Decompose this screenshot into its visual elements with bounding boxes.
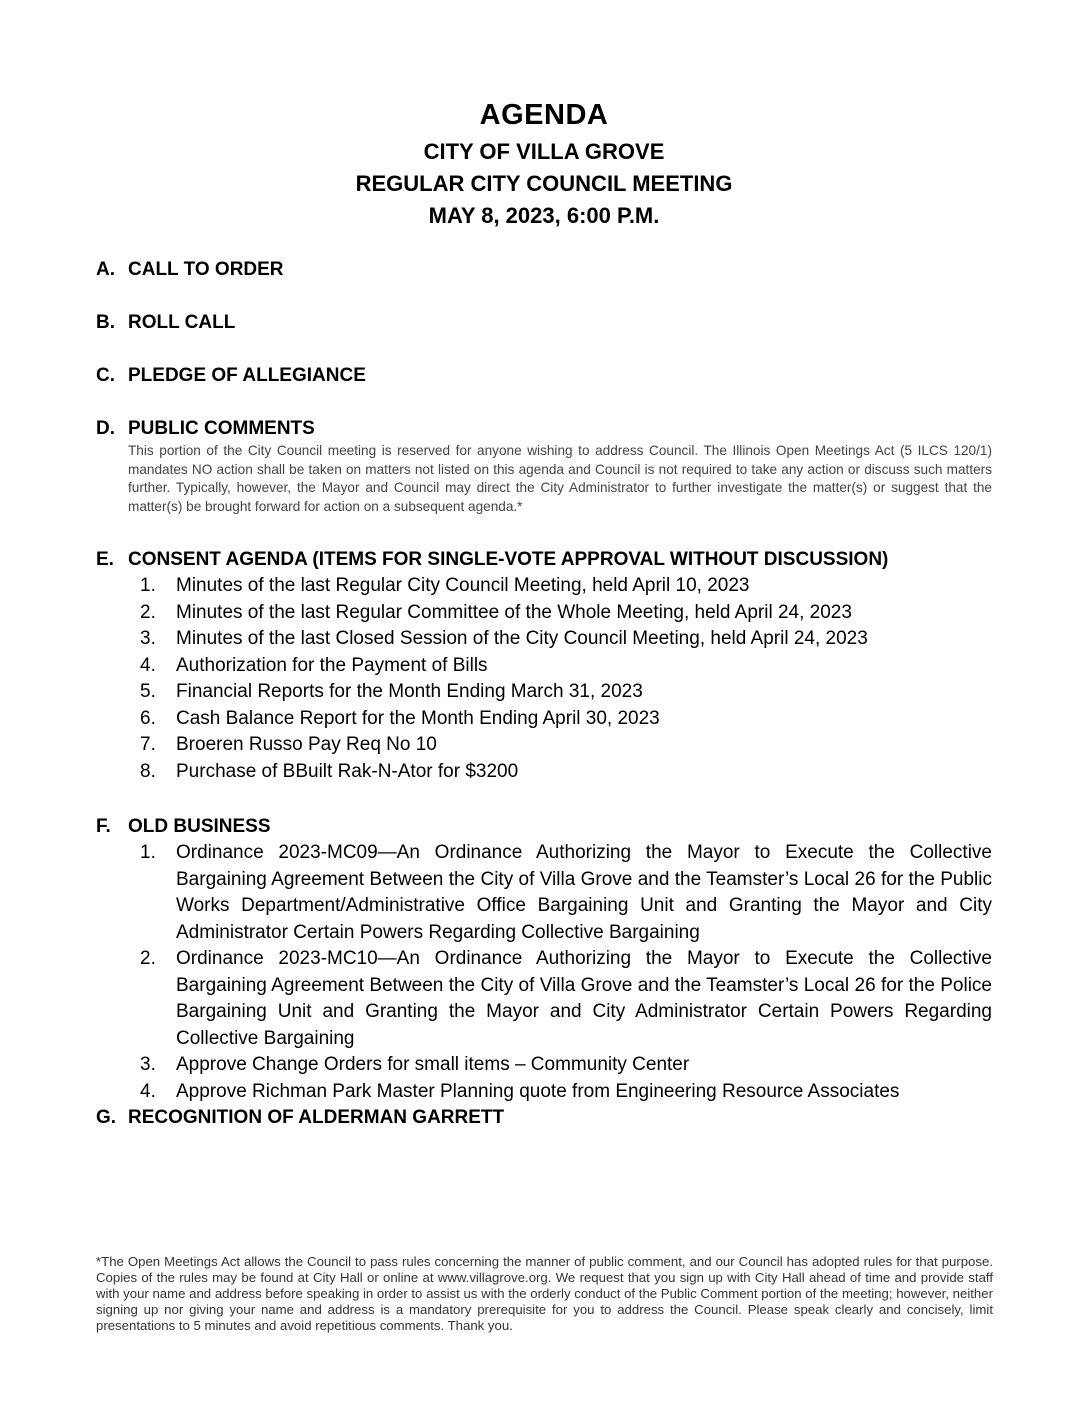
list-item — [140, 653, 992, 680]
item-number: 1. — [140, 842, 156, 863]
list-item — [140, 732, 992, 759]
list-item — [140, 573, 992, 600]
list-item — [140, 679, 992, 706]
item-text: Broeren Russo Pay Req No 10 — [176, 734, 437, 755]
footer-note: *The Open Meetings Act allows the Council to pass rules concerning the manner of public comment, and our Council has adopted rules for that purpose. Copies of the rules may be found at City Hall or online at www.villagrove.org. We request that you sign up with City Hall ahead of time and provide staff with your name and address before speaking in order to assist us with the orderly conduct of the Public Comment portion of the meeting; however, neither signing up nor giving your name and address is a mandatory prerequisite for you to address the Council. Please speak clearly and concisely, limit presentations to 5 minutes and avoid repetitious comments. Thank you. — [96, 1254, 993, 1333]
section-letter: G. — [96, 1107, 117, 1128]
list-item — [140, 600, 992, 627]
list-item — [140, 1079, 992, 1106]
section-roll-call — [96, 311, 996, 335]
meeting-name: REGULAR CITY COUNCIL MEETING — [355, 171, 733, 196]
item-text: Financial Reports for the Month Ending March 31, 2023 — [176, 681, 643, 702]
old-business-list — [140, 840, 992, 1105]
list-item — [140, 946, 992, 1052]
section-title: CALL TO ORDER — [128, 259, 284, 280]
item-number: 6. — [140, 707, 156, 729]
public-comments-note: This portion of the City Council meeting is reserved for anyone wishing to address Council. The Illinois Open Meetings Act (5 ILCS 120/1) mandates NO action shall be taken on matters not listed on this agenda and Council is not required to take any action or discuss such matters further. Typically, however, the Mayor and Council may direct the City Administrator to further investigate the matter(s) or suggest that the matter(s) be brought forward for action on a subsequent agenda.* — [128, 443, 992, 514]
item-number: 2. — [140, 948, 156, 969]
section-letter: F. — [96, 816, 111, 837]
section-title: PUBLIC COMMENTS — [128, 418, 315, 439]
item-text: Ordinance 2023-MC10—An Ordinance Authorizing the Mayor to Execute the Collective Bargaining Agreement Between the City of Villa Grove and the Teamster’s Local 26 for the Police Bargaining Unit and Granting the Mayor and City Administrator Certain Powers Regarding Collective Bargaining — [176, 948, 992, 1049]
list-item — [140, 1052, 992, 1079]
meeting-date: MAY 8, 2023, 6:00 P.M. — [428, 203, 660, 228]
list-item — [140, 706, 992, 733]
section-title: PLEDGE OF ALLEGIANCE — [128, 365, 366, 386]
item-number: 3. — [140, 1054, 156, 1075]
item-text: Ordinance 2023-MC09—An Ordinance Authorizing the Mayor to Execute the Collective Bargaining Agreement Between the City of Villa Grove and the Teamster’s Local 26 for the Public Works Department/Administrative Office Bargaining Unit and Granting the Mayor and City Administrator Certain Powers Regarding Collective Bargaining — [176, 842, 992, 943]
item-number: 7. — [140, 734, 156, 755]
section-pledge — [96, 364, 996, 388]
item-text: Minutes of the last Closed Session of the City Council Meeting, held April 24, 2023 — [176, 628, 868, 649]
section-title: ROLL CALL — [128, 312, 236, 333]
item-text: Purchase of BBuilt Rak-N-Ator for $3200 — [176, 760, 519, 782]
section-call-to-order — [96, 258, 996, 282]
list-item — [140, 759, 992, 786]
section-public-comments — [96, 417, 996, 441]
section-old-business — [96, 815, 996, 839]
item-text: Approve Richman Park Master Planning quote from Engineering Resource Associates — [176, 1080, 900, 1102]
section-title: CONSENT AGENDA (ITEMS FOR SINGLE-VOTE APPROVAL WITHOUT DISCUSSION) — [128, 549, 889, 570]
item-text: Cash Balance Report for the Month Ending April 30, 2023 — [176, 707, 660, 729]
item-number: 8. — [140, 760, 156, 782]
item-text: Authorization for the Payment of Bills — [176, 654, 488, 676]
section-recognition — [96, 1106, 996, 1130]
section-title: OLD BUSINESS — [128, 816, 271, 837]
item-text: Minutes of the last Regular Committee of the Whole Meeting, held April 24, 2023 — [176, 601, 852, 623]
section-letter: B. — [96, 312, 115, 333]
section-consent-agenda — [96, 548, 996, 572]
item-number: 4. — [140, 654, 156, 676]
item-text: Approve Change Orders for small items – Community Center — [176, 1054, 690, 1075]
list-item — [140, 840, 992, 946]
list-item — [140, 626, 992, 653]
section-letter: C. — [96, 365, 115, 386]
consent-agenda-list — [140, 573, 992, 785]
item-number: 1. — [140, 575, 156, 596]
item-number: 3. — [140, 628, 156, 649]
section-title: RECOGNITION OF ALDERMAN GARRETT — [128, 1107, 505, 1128]
item-text: Minutes of the last Regular City Council Meeting, held April 10, 2023 — [176, 575, 750, 596]
section-letter: E. — [96, 549, 114, 570]
document-title: AGENDA — [479, 99, 609, 131]
section-letter: D. — [96, 418, 115, 439]
city-name: CITY OF VILLA GROVE — [423, 139, 665, 164]
section-letter: A. — [96, 259, 115, 280]
item-number: 4. — [140, 1080, 156, 1102]
item-number: 2. — [140, 601, 156, 623]
item-number: 5. — [140, 681, 156, 702]
